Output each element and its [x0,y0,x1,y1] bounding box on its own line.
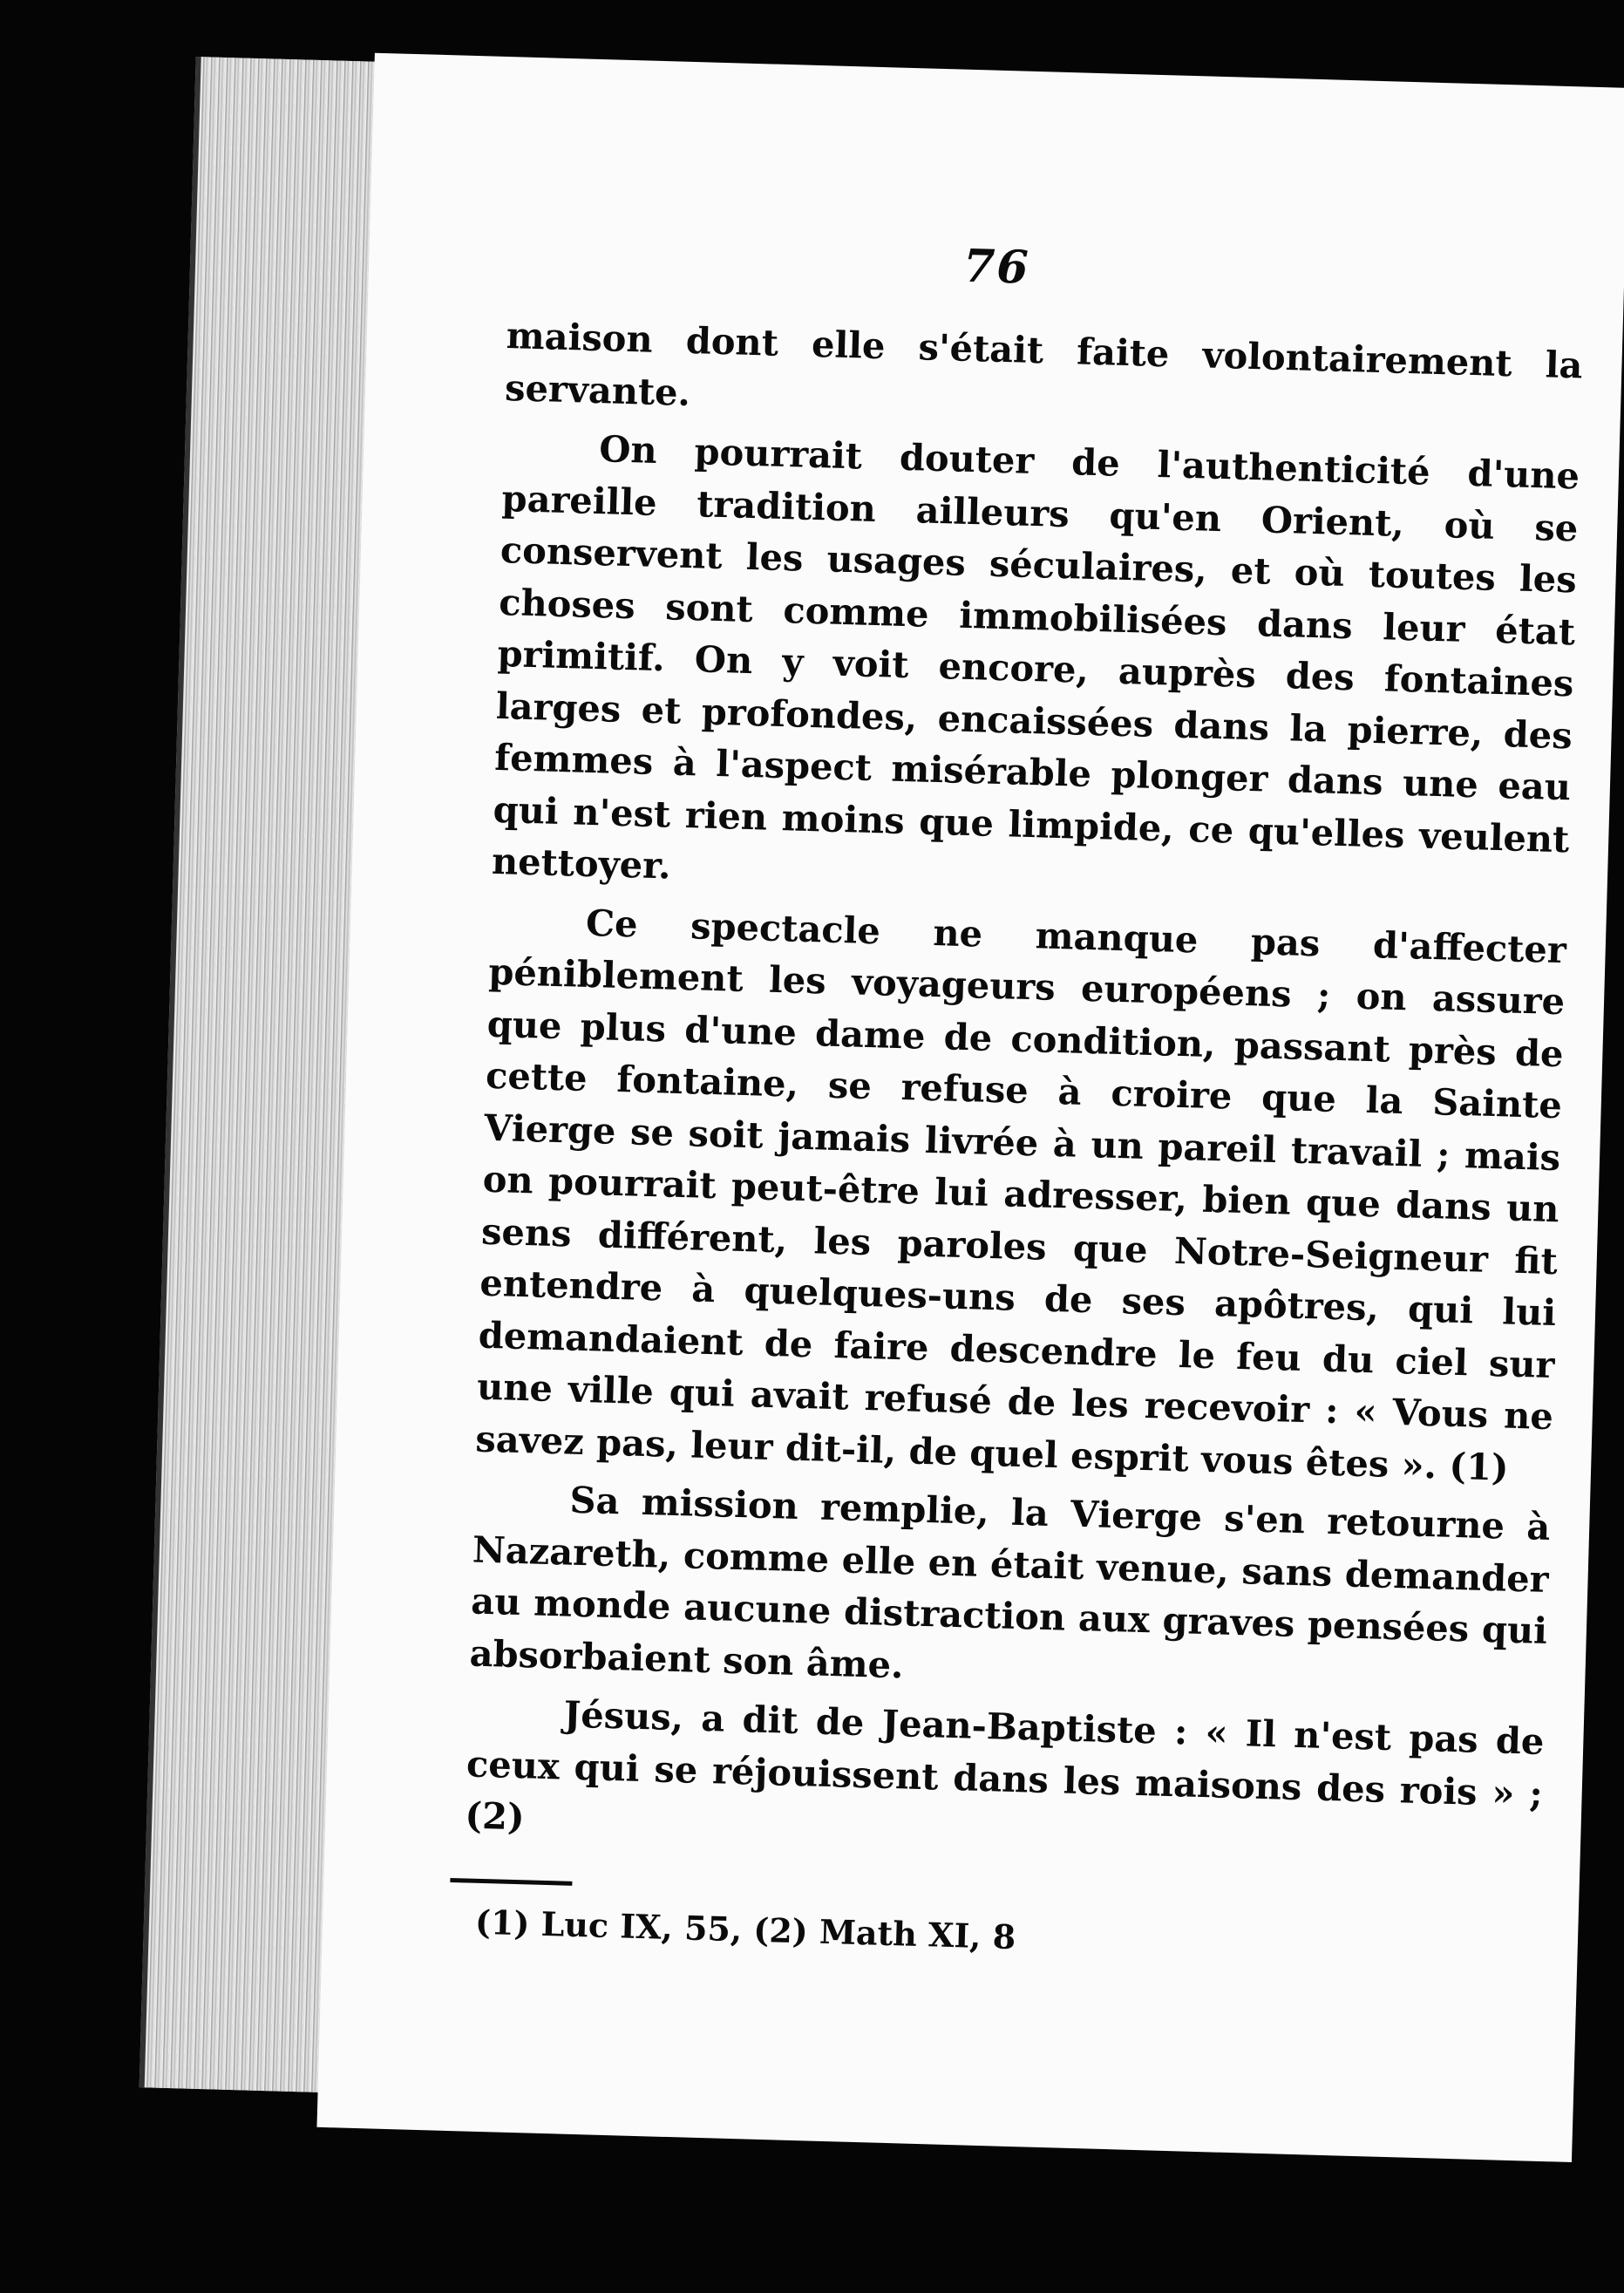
footnote: (1) Luc IX, 55, (2) Math XI, 8 [474,1902,1016,1957]
footnote-divider [450,1878,572,1886]
book-page [316,53,1624,2162]
paragraph-jesus: Jésus, a dit de Jean-Baptiste : « Il n'est pas de ceux qui se réjouissent dans les maisons des rois » ; (2) [464,1692,1546,1839]
book [137,48,1624,2215]
body-text [464,310,1583,1878]
page-number: 76 [962,239,1031,295]
paragraph-mission: Sa mission remplie, la Vierge s'en retourne à Nazareth, comme elle en était venue, sans demander au monde aucune distraction aux graves pensées qui absorbaient son âme. [469,1478,1551,1686]
paragraph-orient-tradition: On pourrait douter de l'authenticité d'une pareille tradition ailleurs qu'en Orient, où se conservent les usages séculaires, et où toutes les choses sont comme immobilisées dans leur état primitif. On y voit encore, auprès des fontaines larges et profondes, encaissées dans la pierre, des femmes à l'aspect misérable plonger dans une eau qui n'est rien moins que limpide, ce qu'elles veulent nettoyer. [491,427,1580,888]
paragraph-spectacle: Ce spectacle ne manque pas d'affecter péniblement les voyageurs européens ; on assure que plus d'une dame de condition, passant près de cette fontaine, se refuse à croire que la Sainte Vierge se soit jamais livrée à un pareil travail ; mais on pourrait peut-être lui adresser, bien que dans un sens différent, les paroles que Notre-Seigneur fit entendre à quelques-uns de ses apôtres, qui lui demandaient de faire descendre le feu du ciel sur une ville qui avait refusé de les recevoir : « Vous ne savez pas, leur dit-il, de quel esprit vous êtes ». (1) [474,901,1567,1489]
paragraph-continuation: maison dont elle s'était faite volontairement la servante. [504,314,1584,414]
